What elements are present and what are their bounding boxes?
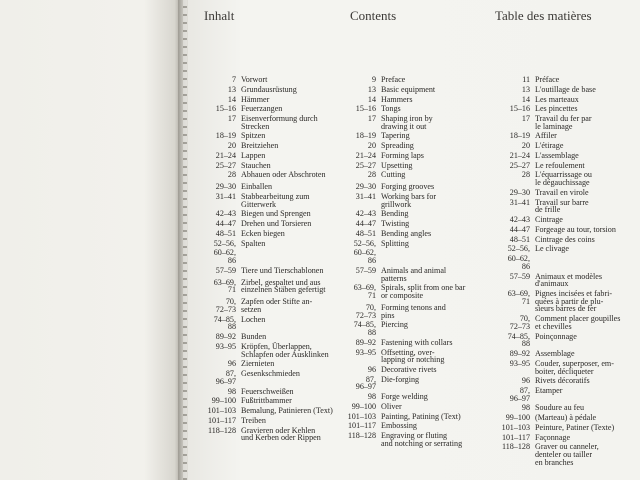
toc-page-numbers: 70, 72–73 <box>509 314 530 331</box>
toc-entry-title: Forging grooves <box>381 182 435 192</box>
toc-page-numbers: 20 <box>227 141 236 151</box>
toc-page-numbers: 96 <box>521 376 530 386</box>
toc-entry <box>492 189 620 197</box>
toc-page-numbers: 74–85, 88 <box>353 320 376 338</box>
toc-entry <box>492 245 620 253</box>
toc-entry-title: Oliver <box>381 401 402 411</box>
toc-entry-title: Hammers <box>381 94 413 104</box>
toc-entry-title: Ecken biegen <box>241 228 285 238</box>
toc-entry <box>198 343 333 358</box>
toc-page-numbers: 89–92 <box>509 349 530 359</box>
toc-entry <box>198 267 333 275</box>
toc-entry <box>198 96 333 104</box>
toc-entry <box>198 193 333 208</box>
toc-page-numbers: 101–117 <box>501 432 530 442</box>
toc-entry-title: Basic equipment <box>381 84 436 94</box>
toc-page-numbers: 21–24 <box>215 150 236 160</box>
toc-entry <box>198 360 333 368</box>
toc-entry <box>198 397 333 405</box>
toc-page-numbers: 118–128 <box>501 442 530 452</box>
toc-entry <box>492 273 620 288</box>
toc-entry <box>492 199 620 214</box>
toc-entry-title: Façonnage <box>535 432 571 442</box>
toc-entry-title: Couder, superposer, em- boiter, décliqueter <box>535 358 614 376</box>
toc-entry <box>198 162 333 170</box>
toc-entry <box>198 76 333 84</box>
toc-page-numbers: 42–43 <box>509 215 530 225</box>
toc-entry <box>492 424 620 432</box>
toc-entry-title: Lochen <box>241 314 266 324</box>
toc-entry <box>338 193 465 208</box>
toc-page-numbers: 96 <box>227 359 236 369</box>
toc-entry-title: Forge welding <box>381 392 428 402</box>
toc-page-numbers: 14 <box>367 94 376 104</box>
heading-contents: Contents <box>350 8 397 23</box>
toc-entry <box>492 96 620 104</box>
toc-column-french <box>492 76 620 469</box>
toc-entry <box>338 432 465 447</box>
toc-page-numbers: 98 <box>227 386 236 396</box>
toc-entry <box>492 162 620 170</box>
toc-entry <box>338 230 465 238</box>
toc-entry-title: Gravieren oder Kehlen und Kerben oder Rippen <box>241 425 321 443</box>
toc-entry-title: Drehen und Torsieren <box>241 219 312 229</box>
heading-table-des-matieres: Table des matières <box>495 8 592 23</box>
toc-page-numbers: 25–27 <box>355 160 376 170</box>
toc-entry-title: Poinçonnage <box>535 331 577 341</box>
toc-entry <box>492 216 620 224</box>
toc-entry-title: Assemblage <box>535 349 575 359</box>
toc-page-numbers: 44–47 <box>215 219 236 229</box>
toc-entry <box>338 115 465 130</box>
toc-entry <box>338 376 465 391</box>
toc-entry-title: Decorative rivets <box>381 364 437 374</box>
toc-entry-title: Forming laps <box>381 150 424 160</box>
toc-entry-title: Spitzen <box>241 131 266 141</box>
toc-entry <box>338 142 465 150</box>
toc-entry <box>198 316 333 331</box>
toc-entry <box>492 360 620 375</box>
toc-entry <box>492 236 620 244</box>
toc-entry <box>198 210 333 218</box>
toc-entry <box>492 404 620 412</box>
toc-page-numbers: 98 <box>521 403 530 413</box>
toc-entry-title: (Marteau) à pédale <box>535 413 597 423</box>
toc-entry <box>492 290 620 313</box>
toc-entry <box>198 388 333 396</box>
toc-page-numbers: 48–51 <box>355 228 376 238</box>
toc-entry <box>338 105 465 113</box>
toc-page-numbers: 18–19 <box>215 131 236 141</box>
toc-entry-title: Vorwort <box>241 75 268 84</box>
toc-page-numbers: 99–100 <box>505 413 530 423</box>
toc-entry-title: Zirbel, gespaltet und aus einzelnen Stäben gefertigt <box>241 277 326 295</box>
toc-entry <box>198 86 333 94</box>
toc-page-numbers: 87, 96–97 <box>215 369 236 386</box>
toc-entry <box>338 183 465 191</box>
toc-page-numbers: 17 <box>367 114 376 123</box>
toc-entry-title: Tongs <box>381 104 401 114</box>
toc-page-numbers: 15–16 <box>215 104 236 114</box>
toc-page-numbers: 99–100 <box>211 396 236 406</box>
toc-page-numbers: 60–62, 86 <box>353 248 376 266</box>
toc-entry-title: Animals and animal patterns <box>381 265 447 283</box>
toc-entry-title: Treiben <box>241 415 266 425</box>
toc-page-numbers: 14 <box>227 94 236 104</box>
toc-page-numbers: 20 <box>367 141 376 151</box>
toc-entry-title: Bemalung, Patinieren (Text) <box>241 406 333 416</box>
toc-entry <box>198 298 333 313</box>
toc-entry-title: Comment placer goupilles et chevilles <box>535 314 621 331</box>
toc-page-numbers: 99–100 <box>351 401 376 411</box>
toc-page-numbers: 101–117 <box>347 421 376 431</box>
toc-entry-title: Abhauen oder Abschroten <box>241 170 326 180</box>
toc-entry-title: Die-forging <box>381 374 420 384</box>
toc-entry <box>198 427 333 442</box>
toc-entry-title: Etamper <box>535 386 563 396</box>
toc-page-numbers: 96 <box>367 364 376 374</box>
toc-entry <box>338 162 465 170</box>
toc-entry-title: Ziernieten <box>241 359 275 369</box>
toc-entry-title: Travail sur barre de frille <box>535 197 589 215</box>
toc-page-numbers: 13 <box>227 84 236 94</box>
toc-column-english <box>338 76 465 450</box>
toc-page-numbers: 13 <box>521 84 530 94</box>
toc-entry-title: Rivets décoratifs <box>535 376 590 386</box>
toc-page-numbers: 118–128 <box>347 431 376 441</box>
toc-entry <box>492 105 620 113</box>
toc-entry-title: L'équarrissage ou le dégauchissage <box>535 170 592 188</box>
toc-page-numbers: 48–51 <box>509 234 530 244</box>
toc-page-numbers: 87, 96–97 <box>355 374 376 392</box>
toc-entry-title: Travail en virole <box>535 187 589 197</box>
toc-entry <box>338 366 465 374</box>
toc-entry-title: Eisenverformung durch Strecken <box>241 114 318 131</box>
toc-entry-title: Animaux et modèles d'animaux <box>535 271 602 289</box>
toc-entry <box>338 339 465 347</box>
toc-page-numbers: 93–95 <box>355 347 376 357</box>
toc-page-numbers: 63–69, 71 <box>353 283 376 301</box>
toc-entry <box>198 142 333 150</box>
toc-entry <box>198 183 333 191</box>
toc-page-numbers: 31–41 <box>509 197 530 207</box>
toc-entry-title: Working bars for grillwork <box>381 192 437 209</box>
toc-entry <box>338 349 465 364</box>
toc-page-numbers: 44–47 <box>509 224 530 234</box>
toc-entry <box>338 86 465 94</box>
toc-entry <box>338 220 465 228</box>
toc-page-numbers: 44–47 <box>355 219 376 229</box>
toc-page-numbers: 52–56, <box>507 244 530 254</box>
toc-page-numbers: 93–95 <box>215 341 236 351</box>
toc-entry <box>492 350 620 358</box>
toc-entry-title: Soudure au feu <box>535 403 584 413</box>
toc-entry-title: Upsetting <box>381 160 413 170</box>
toc-entry-title: Feuerschweißen <box>241 386 294 396</box>
toc-entry-title: Einballen <box>241 182 273 192</box>
toc-entry-title: Stabbearbeitung zum Gitterwerk <box>241 192 310 209</box>
toc-page-numbers: 70, 72–73 <box>355 302 376 320</box>
toc-entry-title: Les marteaux <box>535 94 579 104</box>
toc-entry-title: Twisting <box>381 219 410 229</box>
toc-entry-title: Kröpfen, Überlappen, Schlapfen oder Ausklinken <box>241 341 329 359</box>
toc-entry-title: Feuerzangen <box>241 104 283 114</box>
toc-entry <box>492 387 620 402</box>
toc-page-numbers: 11 <box>522 75 530 84</box>
toc-page-numbers: 63–69, 71 <box>213 277 236 295</box>
toc-entry-title: Bending <box>381 209 409 219</box>
toc-entry-title: Travail du fer par le laminage <box>535 114 592 131</box>
toc-page-numbers: 25–27 <box>215 160 236 170</box>
toc-entry-title: Spalten <box>241 238 266 248</box>
toc-page-numbers: 52–56, <box>353 238 376 248</box>
toc-entry <box>198 220 333 228</box>
toc-entry-title: Tiere und Tierschablonen <box>241 265 324 275</box>
toc-entry-title: Engraving or fluting and notching or serrating <box>381 431 463 448</box>
toc-page-numbers: 101–103 <box>501 422 530 432</box>
toc-page-numbers: 89–92 <box>215 332 236 342</box>
toc-page-numbers: 20 <box>521 141 530 151</box>
toc-entry-title: Fußtrittbammer <box>241 396 292 406</box>
toc-entry <box>492 115 620 130</box>
toc-page-numbers: 57–59 <box>215 265 236 275</box>
toc-entry <box>198 407 333 415</box>
toc-page-numbers: 21–24 <box>509 150 530 160</box>
toc-page-numbers: 31–41 <box>355 192 376 201</box>
toc-page-numbers: 31–41 <box>215 192 236 201</box>
toc-entry-title: Préface <box>535 75 560 84</box>
toc-entry <box>338 76 465 84</box>
toc-page-numbers: 18–19 <box>355 131 376 141</box>
toc-page-numbers: 21–24 <box>355 150 376 160</box>
toc-entry-title: Cintrage <box>535 215 563 225</box>
toc-entry <box>338 304 465 319</box>
toc-entry <box>198 230 333 238</box>
toc-entry-title: Hämmer <box>241 94 270 104</box>
toc-entry-title: Spreading <box>381 141 414 151</box>
toc-entry-title: Le refoulement <box>535 160 585 170</box>
toc-entry <box>338 267 465 282</box>
toc-entry <box>492 76 620 84</box>
toc-column-german <box>198 76 333 444</box>
toc-page-numbers: 28 <box>521 170 530 180</box>
toc-entry-title: Bunden <box>241 332 267 342</box>
toc-entry <box>198 152 333 160</box>
toc-entry <box>492 171 620 186</box>
left-page <box>0 0 180 480</box>
toc-page-numbers: 70, 72–73 <box>215 297 236 314</box>
toc-entry <box>198 370 333 385</box>
toc-entry <box>338 152 465 160</box>
toc-entry-title: Gesenkschmieden <box>241 369 300 379</box>
toc-page-numbers: 15–16 <box>509 104 530 114</box>
toc-entry <box>492 86 620 94</box>
toc-page-numbers: 9 <box>371 75 376 84</box>
toc-entry <box>198 249 333 264</box>
toc-entry-title: Piercing <box>381 320 408 330</box>
toc-page-numbers: 89–92 <box>355 337 376 347</box>
toc-page-numbers: 29–30 <box>215 182 236 192</box>
toc-page-numbers: 118–128 <box>207 425 236 435</box>
toc-page-numbers: 101–103 <box>207 406 236 416</box>
toc-entry <box>492 414 620 422</box>
toc-page-numbers: 29–30 <box>509 187 530 197</box>
toc-entry <box>338 249 465 264</box>
toc-entry-title: Lappen <box>241 150 266 160</box>
toc-entry <box>338 210 465 218</box>
toc-page-numbers: 25–27 <box>509 160 530 170</box>
toc-page-numbers: 48–51 <box>215 228 236 238</box>
spiral-binding <box>183 0 187 480</box>
toc-entry <box>338 413 465 421</box>
toc-entry <box>492 434 620 442</box>
toc-entry-title: Biegen und Sprengen <box>241 209 311 219</box>
toc-entry-title: Stauchen <box>241 160 271 170</box>
toc-entry-title: L'assemblage <box>535 150 579 160</box>
toc-entry <box>338 284 465 299</box>
toc-entry-title: Forgeage au tour, torsion <box>535 224 616 234</box>
toc-page-numbers: 101–103 <box>347 411 376 421</box>
toc-page-numbers: 42–43 <box>355 209 376 219</box>
toc-entry-title: Cintrage des coins <box>535 234 595 244</box>
toc-entry <box>338 403 465 411</box>
toc-page-numbers: 18–19 <box>509 131 530 141</box>
toc-entry <box>198 333 333 341</box>
toc-entry <box>338 132 465 140</box>
toc-page-numbers: 57–59 <box>509 271 530 281</box>
toc-page-numbers: 14 <box>521 94 530 104</box>
toc-entry-title: Splitting <box>381 238 409 248</box>
toc-entry <box>492 377 620 385</box>
toc-entry-title: Shaping iron by drawing it out <box>381 114 433 131</box>
toc-entry-title: Grundausrüstung <box>241 84 297 94</box>
toc-entry <box>198 105 333 113</box>
toc-entry <box>492 255 620 270</box>
toc-entry-title: Cutting <box>381 170 406 180</box>
toc-page-numbers: 17 <box>521 114 530 123</box>
toc-page-numbers: 52–56, <box>213 238 236 248</box>
toc-entry-title: Affiler <box>535 131 557 141</box>
toc-page-numbers: 87, 96–97 <box>509 386 530 403</box>
toc-page-numbers: 74–85, 88 <box>507 331 530 349</box>
toc-entry <box>198 171 333 179</box>
toc-page-numbers: 28 <box>367 170 376 180</box>
toc-entry-title: Tapering <box>381 131 410 141</box>
toc-entry <box>492 142 620 150</box>
toc-entry-title: Breitziehen <box>241 141 279 151</box>
toc-page-numbers: 98 <box>367 392 376 402</box>
toc-page-numbers: 29–30 <box>355 182 376 192</box>
toc-entry <box>338 321 465 336</box>
toc-page-numbers: 28 <box>227 170 236 180</box>
toc-entry <box>198 279 333 294</box>
toc-entry-title: Spirals, split from one bar or composite <box>381 283 466 301</box>
toc-entry <box>492 443 620 466</box>
toc-entry <box>492 333 620 348</box>
toc-entry-title: Fastening with collars <box>381 337 453 347</box>
toc-entry <box>198 240 333 248</box>
toc-page-numbers: 93–95 <box>509 358 530 368</box>
toc-entry-title: Painting, Patining (Text) <box>381 411 461 421</box>
toc-entry-title: Pignes incisées et fabri- quées à partir de plu- sieurs barres de fer <box>535 289 613 314</box>
toc-page-numbers: 17 <box>227 114 236 123</box>
toc-entry <box>492 132 620 140</box>
toc-entry-title: Preface <box>381 75 406 84</box>
toc-entry-title: Graver ou canneler, denteler ou tailler en branches <box>535 442 599 467</box>
toc-entry <box>338 240 465 248</box>
toc-entry <box>492 315 620 330</box>
heading-inhalt: Inhalt <box>204 8 235 23</box>
toc-entry <box>492 152 620 160</box>
toc-page-numbers: 13 <box>367 84 376 94</box>
toc-entry-title: Embossing <box>381 421 417 431</box>
toc-entry-title: L'étirage <box>535 141 564 151</box>
toc-entry-title: Forming tenons and pins <box>381 302 446 320</box>
toc-page-numbers: 101–117 <box>207 415 236 425</box>
toc-entry <box>198 132 333 140</box>
toc-entry <box>338 393 465 401</box>
toc-page-numbers: 42–43 <box>215 209 236 219</box>
toc-page-numbers: 57–59 <box>355 265 376 275</box>
toc-entry <box>198 417 333 425</box>
toc-page-numbers: 63–69, 71 <box>507 289 530 306</box>
toc-entry-title: Offsetting, over- lapping or notching <box>381 347 445 365</box>
toc-entry-title: Peinture, Patiner (Texte) <box>535 422 615 432</box>
toc-page-numbers: 15–16 <box>355 104 376 114</box>
toc-entry <box>338 171 465 179</box>
toc-entry-title: Bending angles <box>381 228 432 238</box>
toc-entry-title: L'outillage de base <box>535 84 596 94</box>
toc-entry <box>338 422 465 430</box>
toc-page-numbers: 7 <box>231 75 236 84</box>
toc-entry <box>198 115 333 130</box>
toc-entry-title: Le clivage <box>535 244 569 254</box>
toc-entry-title: Zapfen oder Stifte an- setzen <box>241 297 313 314</box>
toc-entry <box>492 226 620 234</box>
toc-page-numbers: 60–62, 86 <box>213 248 236 266</box>
toc-entry-title: Les pincettes <box>535 104 578 114</box>
toc-entry <box>338 96 465 104</box>
toc-page-numbers: 60–62, 86 <box>507 254 530 271</box>
toc-page-numbers: 74–85, 88 <box>213 314 236 332</box>
